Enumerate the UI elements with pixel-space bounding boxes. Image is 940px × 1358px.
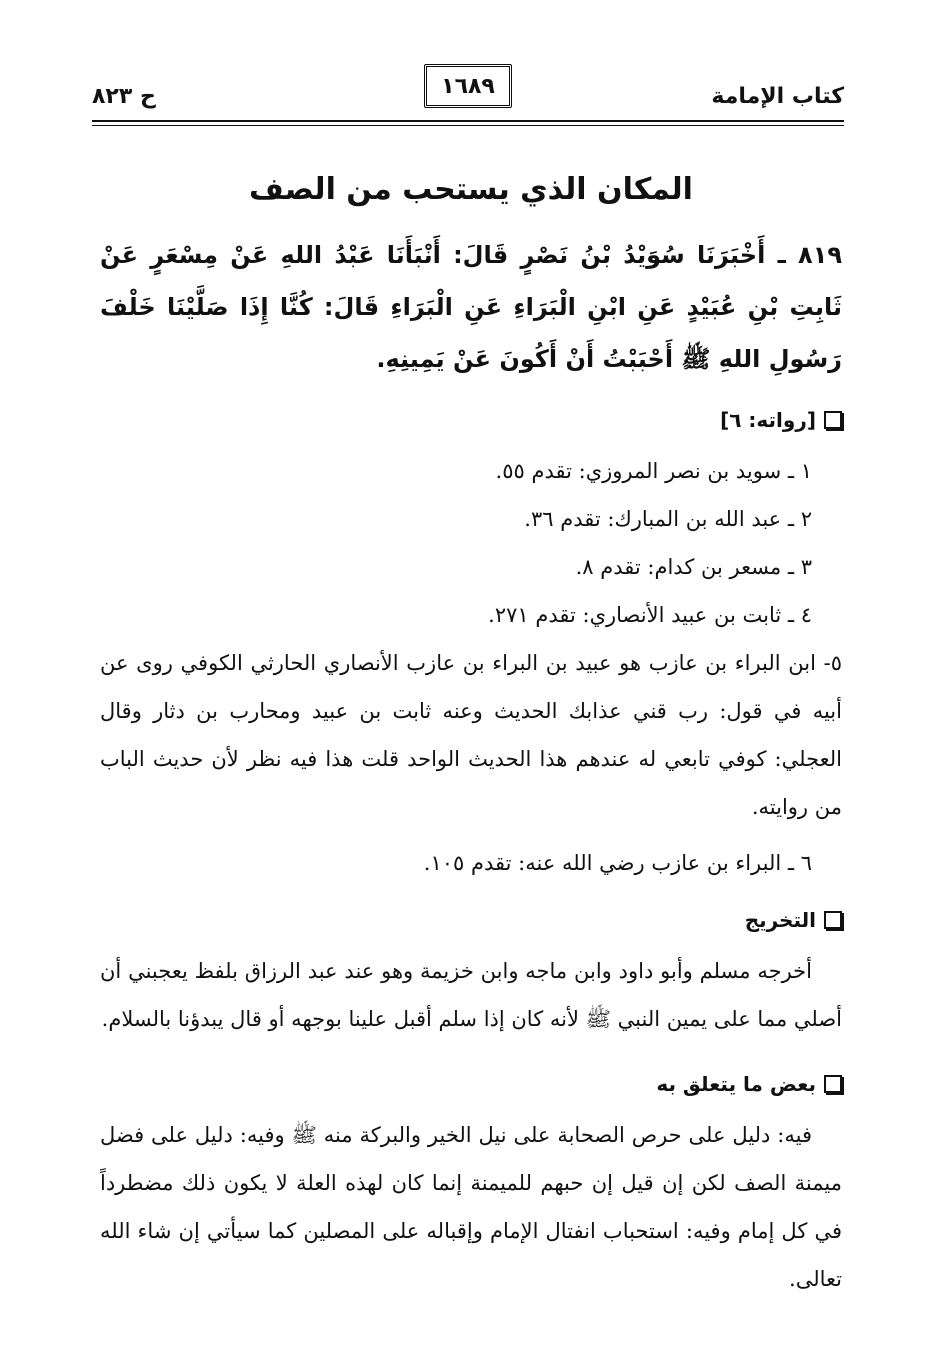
- narrator-6: ٦ ـ البراء بن عازب رضي الله عنه: تقدم ١٠٥.: [423, 851, 812, 875]
- page-number-box: [424, 64, 512, 108]
- book-title: كتاب الإمامة: [711, 84, 844, 109]
- related-heading-label: بعض ما يتعلق به: [656, 1072, 816, 1096]
- narrator-4: ٤ ـ ثابت بن عبيد الأنصاري: تقدم ٢٧١.: [488, 603, 812, 627]
- takhrij-heading: [100, 903, 842, 937]
- square-bullet-icon: [824, 1075, 842, 1093]
- square-bullet-icon: [824, 911, 842, 929]
- narrators-heading: [100, 403, 842, 437]
- narrator-1: ١ ـ سويد بن نصر المروزي: تقدم ٥٥.: [495, 459, 812, 483]
- page-number: ١٦٨٩: [441, 73, 495, 99]
- related-heading: [100, 1067, 842, 1101]
- narrator-3: ٣ ـ مسعر بن كدام: تقدم ٨.: [575, 555, 812, 579]
- square-bullet-icon: [824, 411, 842, 429]
- page-header: [92, 64, 844, 124]
- chapter-title: المكان الذي يستحب من الصف: [249, 172, 693, 207]
- hadith-reference: ح ٨٢٣: [92, 84, 156, 109]
- main-content: [100, 165, 842, 1311]
- takhrij-text: أخرجه مسلم وأبو داود وابن ماجه وابن خزيمة وهو عند عبد الرزاق بلفظ يعجبني أن أصلي مما على يمين النبي ﷺ لأنه كان إذا سلم أقبل علينا بوجهه أو قال يبدؤنا بالسلام.: [100, 959, 842, 1031]
- related-text: فيه: دليل على حرص الصحابة على نيل الخير والبركة منه ﷺ وفيه: دليل على فضل ميمنة الصف لكن إن قيل إن حبهم للميمنة إنما كان لهذه العلة لا يكون ذلك مضطرداً في كل إمام وفيه: استحباب انفتال الإمام وإقباله على المصلين كما سيأتي إن شاء الله تعالى.: [100, 1123, 842, 1291]
- takhrij-heading-label: التخريج: [744, 908, 816, 932]
- hadith-text: ٨١٩ ـ أَخْبَرَنَا سُوَيْدُ بْنُ نَصْرٍ قَالَ: أَنْبَأَنَا عَبْدُ اللهِ عَنْ مِسْعَرٍ عَنْ ثَابِتِ بْنِ عُبَيْدٍ عَنِ ابْنِ الْبَرَاءِ عَنِ الْبَرَاءِ قَالَ: كُنَّا إِذَا صَلَّيْنَا خَلْفَ رَسُولِ اللهِ ﷺ أَحْبَبْتُ أَنْ أَكُونَ عَنْ يَمِينِهِ.: [100, 241, 842, 373]
- header-rule: [92, 120, 844, 126]
- narrator-2: ٢ ـ عبد الله بن المبارك: تقدم ٣٦.: [524, 507, 812, 531]
- narrators-heading-label: [رواته: ٦]: [720, 408, 816, 432]
- narrator-5: ٥- ابن البراء بن عازب هو عبيد بن البراء بن عازب الأنصاري الحارثي الكوفي روى عن أبيه في قول: رب قني عذابك الحديث وعنه ثابت بن عبيد ومحارب بن دثار وقال العجلي: كوفي تابعي له عندهم هذا الحديث الواحد قلت هذا فيه نظر لأن حديث الباب من روايته.: [100, 651, 842, 819]
